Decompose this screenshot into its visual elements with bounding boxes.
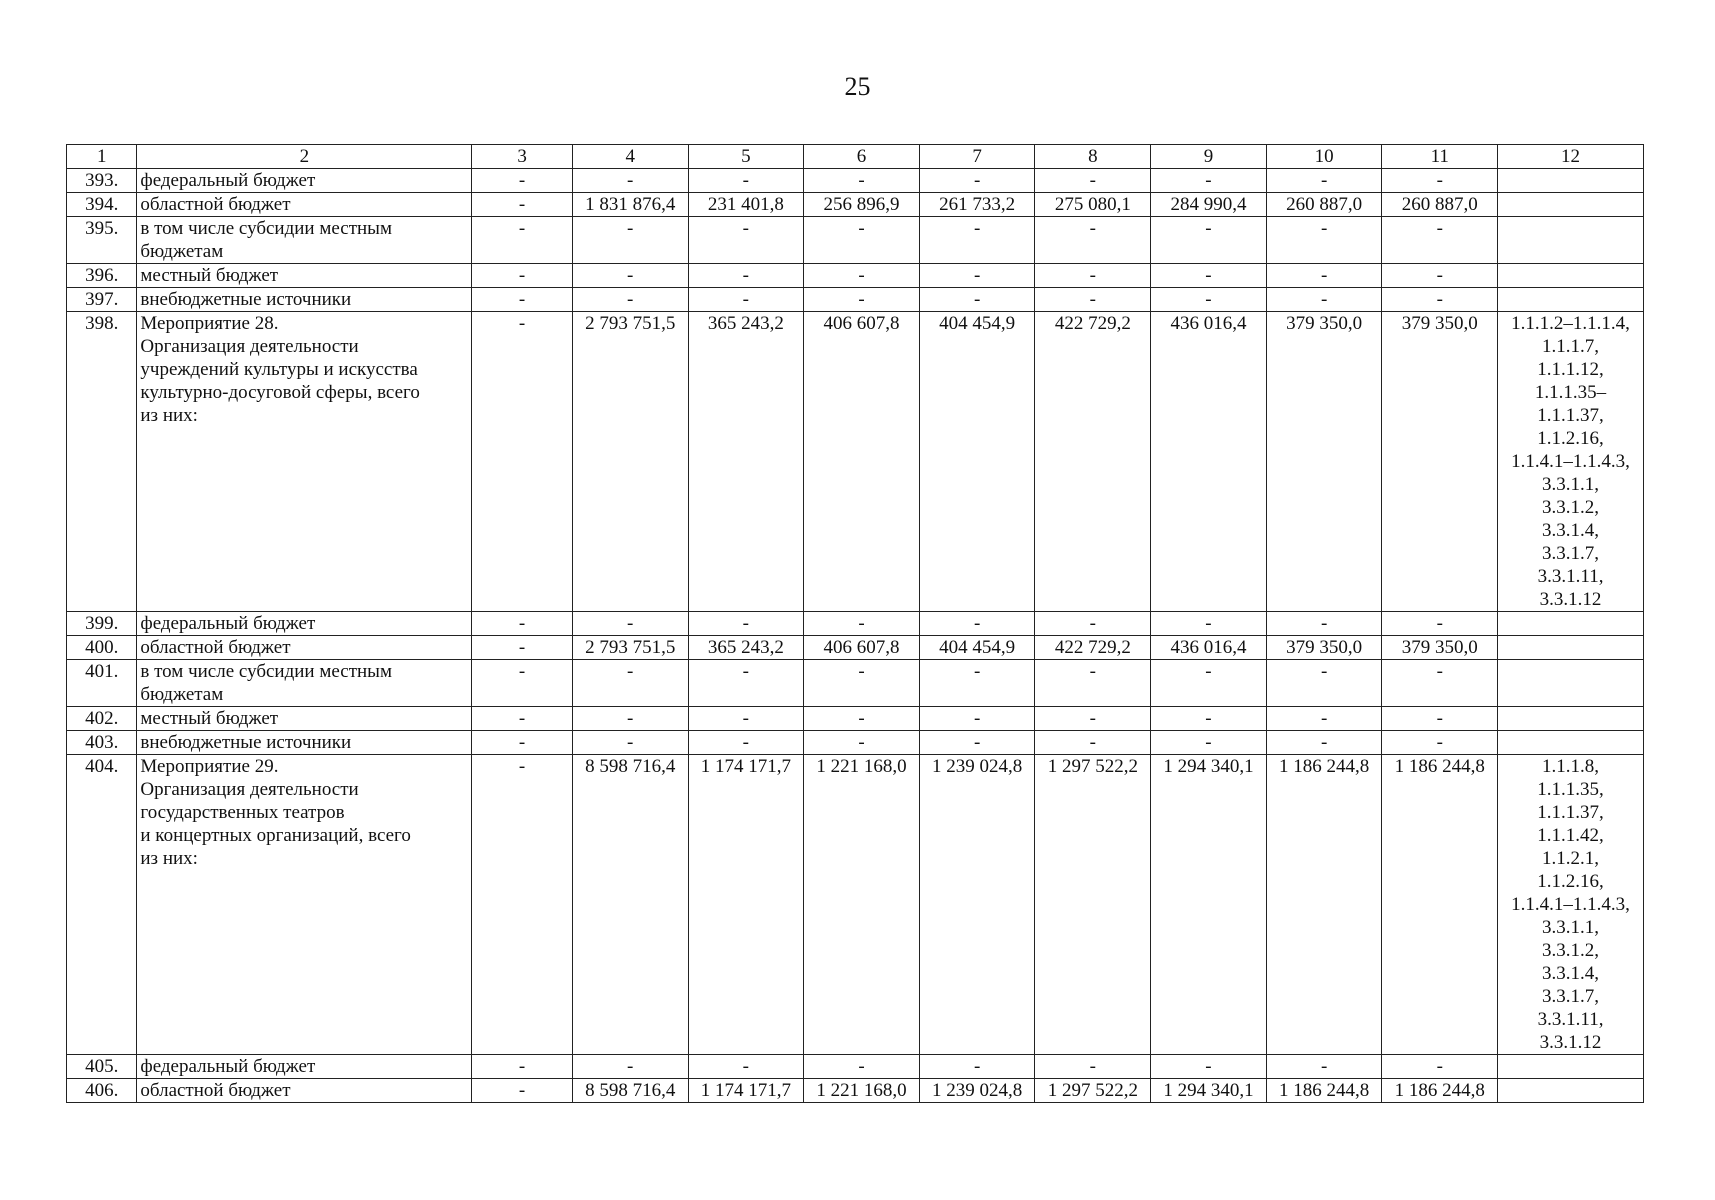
row-value: 1 221 168,0: [804, 755, 920, 1055]
row-value: -: [1266, 731, 1382, 755]
row-value: -: [1382, 612, 1498, 636]
row-value: -: [919, 707, 1035, 731]
row-name: областной бюджет: [137, 193, 472, 217]
row-value: -: [472, 288, 573, 312]
budget-table: [66, 144, 1644, 1103]
row-name: Мероприятие 29. Организация деятельности государственных театров и концертных организаций, всего из них:: [137, 755, 472, 1055]
column-header: 5: [688, 145, 804, 169]
row-value: -: [804, 217, 920, 264]
row-value: 1 221 168,0: [804, 1079, 920, 1103]
row-value: 284 990,4: [1151, 193, 1267, 217]
row-value: -: [1382, 217, 1498, 264]
row-value: -: [919, 217, 1035, 264]
page-number: 25: [844, 72, 871, 101]
row-value: 365 243,2: [688, 636, 804, 660]
row-value: 406 607,8: [804, 312, 920, 612]
row-value: -: [472, 1055, 573, 1079]
row-refs: [1498, 660, 1644, 707]
table-header-row: [67, 145, 1644, 169]
table-row: [67, 636, 1644, 660]
row-value: 2 793 751,5: [572, 312, 688, 612]
row-value: -: [472, 707, 573, 731]
row-value: 422 729,2: [1035, 312, 1151, 612]
row-value: -: [472, 612, 573, 636]
table-row: [67, 755, 1644, 1055]
row-value: -: [472, 217, 573, 264]
row-name: областной бюджет: [137, 1079, 472, 1103]
row-name: федеральный бюджет: [137, 612, 472, 636]
row-value: 1 186 244,8: [1382, 755, 1498, 1055]
row-value: -: [1035, 1055, 1151, 1079]
table-row: [67, 612, 1644, 636]
row-value: -: [919, 288, 1035, 312]
row-value: -: [1035, 169, 1151, 193]
row-value: -: [472, 636, 573, 660]
row-value: 379 350,0: [1382, 312, 1498, 612]
row-value: 8 598 716,4: [572, 1079, 688, 1103]
row-number: 404.: [67, 755, 137, 1055]
row-value: -: [572, 264, 688, 288]
row-value: 436 016,4: [1151, 636, 1267, 660]
row-value: 436 016,4: [1151, 312, 1267, 612]
row-value: -: [572, 1055, 688, 1079]
row-value: -: [1266, 217, 1382, 264]
column-header: 4: [572, 145, 688, 169]
row-number: 405.: [67, 1055, 137, 1079]
row-value: -: [1035, 707, 1151, 731]
row-value: -: [919, 264, 1035, 288]
row-refs: [1498, 707, 1644, 731]
row-value: -: [688, 217, 804, 264]
row-value: -: [1035, 612, 1151, 636]
row-value: 1 186 244,8: [1266, 755, 1382, 1055]
row-value: -: [1266, 288, 1382, 312]
row-value: 1 174 171,7: [688, 1079, 804, 1103]
table-row: [67, 1079, 1644, 1103]
row-value: -: [472, 660, 573, 707]
column-header: 3: [472, 145, 573, 169]
row-value: 1 294 340,1: [1151, 755, 1267, 1055]
row-value: -: [1151, 731, 1267, 755]
row-number: 402.: [67, 707, 137, 731]
row-value: 231 401,8: [688, 193, 804, 217]
row-value: 406 607,8: [804, 636, 920, 660]
row-value: 379 350,0: [1266, 636, 1382, 660]
row-value: -: [919, 731, 1035, 755]
row-value: -: [688, 169, 804, 193]
row-name: местный бюджет: [137, 707, 472, 731]
row-value: 1 831 876,4: [572, 193, 688, 217]
row-name: федеральный бюджет: [137, 1055, 472, 1079]
row-value: 261 733,2: [919, 193, 1035, 217]
row-value: -: [572, 660, 688, 707]
row-refs: [1498, 636, 1644, 660]
row-value: -: [919, 169, 1035, 193]
row-refs: [1498, 288, 1644, 312]
row-value: -: [1151, 169, 1267, 193]
row-refs: [1498, 731, 1644, 755]
row-value: 379 350,0: [1266, 312, 1382, 612]
row-value: 1 186 244,8: [1266, 1079, 1382, 1103]
row-value: -: [1266, 660, 1382, 707]
row-value: 404 454,9: [919, 312, 1035, 612]
row-name: в том числе субсидии местным бюджетам: [137, 660, 472, 707]
row-value: -: [572, 731, 688, 755]
row-refs: [1498, 193, 1644, 217]
row-value: -: [1382, 707, 1498, 731]
row-value: -: [1382, 660, 1498, 707]
row-value: -: [688, 612, 804, 636]
row-number: 399.: [67, 612, 137, 636]
column-header: 12: [1498, 145, 1644, 169]
row-value: 260 887,0: [1382, 193, 1498, 217]
row-number: 398.: [67, 312, 137, 612]
row-name: внебюджетные источники: [137, 288, 472, 312]
row-value: -: [472, 312, 573, 612]
row-number: 401.: [67, 660, 137, 707]
table-row: [67, 264, 1644, 288]
row-value: -: [472, 731, 573, 755]
row-value: -: [1266, 1055, 1382, 1079]
table-row: [67, 660, 1644, 707]
table-row: [67, 1055, 1644, 1079]
row-value: -: [804, 288, 920, 312]
row-value: -: [1151, 217, 1267, 264]
row-value: -: [572, 169, 688, 193]
row-value: -: [1151, 264, 1267, 288]
row-number: 400.: [67, 636, 137, 660]
row-value: 365 243,2: [688, 312, 804, 612]
row-value: 260 887,0: [1266, 193, 1382, 217]
row-value: -: [804, 660, 920, 707]
row-value: -: [919, 1055, 1035, 1079]
row-value: 1 294 340,1: [1151, 1079, 1267, 1103]
row-value: -: [804, 707, 920, 731]
row-value: -: [804, 731, 920, 755]
row-value: 1 297 522,2: [1035, 1079, 1151, 1103]
row-refs: [1498, 169, 1644, 193]
row-value: -: [1266, 169, 1382, 193]
row-value: -: [1382, 169, 1498, 193]
row-number: 396.: [67, 264, 137, 288]
row-value: -: [1382, 731, 1498, 755]
row-refs: [1498, 217, 1644, 264]
row-value: -: [688, 288, 804, 312]
row-value: -: [1266, 612, 1382, 636]
row-value: 1 297 522,2: [1035, 755, 1151, 1055]
column-header: 6: [804, 145, 920, 169]
row-value: -: [804, 1055, 920, 1079]
row-value: -: [688, 1055, 804, 1079]
row-refs: [1498, 1079, 1644, 1103]
row-name: областной бюджет: [137, 636, 472, 660]
column-header: 1: [67, 145, 137, 169]
row-value: 1 186 244,8: [1382, 1079, 1498, 1103]
column-header: 7: [919, 145, 1035, 169]
row-value: 422 729,2: [1035, 636, 1151, 660]
row-value: 275 080,1: [1035, 193, 1151, 217]
row-value: -: [1382, 264, 1498, 288]
row-name: Мероприятие 28. Организация деятельности учреждений культуры и искусства культурно-досуговой сферы, всего из них:: [137, 312, 472, 612]
row-value: -: [1382, 1055, 1498, 1079]
row-value: -: [804, 169, 920, 193]
row-value: -: [1035, 731, 1151, 755]
row-value: -: [688, 264, 804, 288]
row-value: -: [1151, 1055, 1267, 1079]
row-name: федеральный бюджет: [137, 169, 472, 193]
row-value: -: [688, 707, 804, 731]
row-name: местный бюджет: [137, 264, 472, 288]
row-refs: 1.1.1.2–1.1.1.4, 1.1.1.7, 1.1.1.12, 1.1.1.35– 1.1.1.37, 1.1.2.16, 1.1.4.1–1.1.4.3, 3.3.1.1, 3.3.1.2, 3.3.1.4, 3.3.1.7, 3.3.1.11, 3.3.1.12: [1498, 312, 1644, 612]
column-header: 11: [1382, 145, 1498, 169]
row-value: -: [1035, 660, 1151, 707]
table-row: [67, 193, 1644, 217]
row-value: -: [572, 612, 688, 636]
row-value: -: [472, 755, 573, 1055]
row-value: -: [1266, 264, 1382, 288]
table-row: [67, 217, 1644, 264]
table-row: [67, 312, 1644, 612]
row-value: -: [572, 707, 688, 731]
row-value: -: [572, 288, 688, 312]
table-row: [67, 731, 1644, 755]
row-name: внебюджетные источники: [137, 731, 472, 755]
row-value: -: [1035, 288, 1151, 312]
row-value: 379 350,0: [1382, 636, 1498, 660]
row-value: -: [804, 612, 920, 636]
row-value: -: [1151, 288, 1267, 312]
row-value: -: [472, 193, 573, 217]
row-value: -: [1382, 288, 1498, 312]
row-value: 8 598 716,4: [572, 755, 688, 1055]
row-value: -: [472, 1079, 573, 1103]
row-refs: [1498, 1055, 1644, 1079]
row-number: 393.: [67, 169, 137, 193]
row-value: -: [1151, 612, 1267, 636]
row-value: -: [472, 264, 573, 288]
row-value: 1 239 024,8: [919, 1079, 1035, 1103]
column-header: 10: [1266, 145, 1382, 169]
row-value: -: [1035, 264, 1151, 288]
row-name: в том числе субсидии местным бюджетам: [137, 217, 472, 264]
row-value: -: [572, 217, 688, 264]
row-number: 394.: [67, 193, 137, 217]
table-row: [67, 288, 1644, 312]
row-value: 404 454,9: [919, 636, 1035, 660]
row-value: -: [688, 731, 804, 755]
row-value: -: [1151, 660, 1267, 707]
column-header: 2: [137, 145, 472, 169]
row-number: 395.: [67, 217, 137, 264]
row-number: 406.: [67, 1079, 137, 1103]
row-value: 1 239 024,8: [919, 755, 1035, 1055]
table-row: [67, 707, 1644, 731]
row-value: -: [919, 612, 1035, 636]
table-row: [67, 169, 1644, 193]
row-refs: [1498, 264, 1644, 288]
row-value: 1 174 171,7: [688, 755, 804, 1055]
row-value: 256 896,9: [804, 193, 920, 217]
row-value: -: [472, 169, 573, 193]
row-refs: [1498, 612, 1644, 636]
row-value: -: [1035, 217, 1151, 264]
row-number: 403.: [67, 731, 137, 755]
row-refs: 1.1.1.8, 1.1.1.35, 1.1.1.37, 1.1.1.42, 1.1.2.1, 1.1.2.16, 1.1.4.1–1.1.4.3, 3.3.1.1, 3.3.1.2, 3.3.1.4, 3.3.1.7, 3.3.1.11, 3.3.1.12: [1498, 755, 1644, 1055]
row-value: -: [688, 660, 804, 707]
row-value: -: [1151, 707, 1267, 731]
row-value: -: [919, 660, 1035, 707]
row-value: -: [804, 264, 920, 288]
row-value: -: [1266, 707, 1382, 731]
row-value: 2 793 751,5: [572, 636, 688, 660]
column-header: 9: [1151, 145, 1267, 169]
row-number: 397.: [67, 288, 137, 312]
column-header: 8: [1035, 145, 1151, 169]
